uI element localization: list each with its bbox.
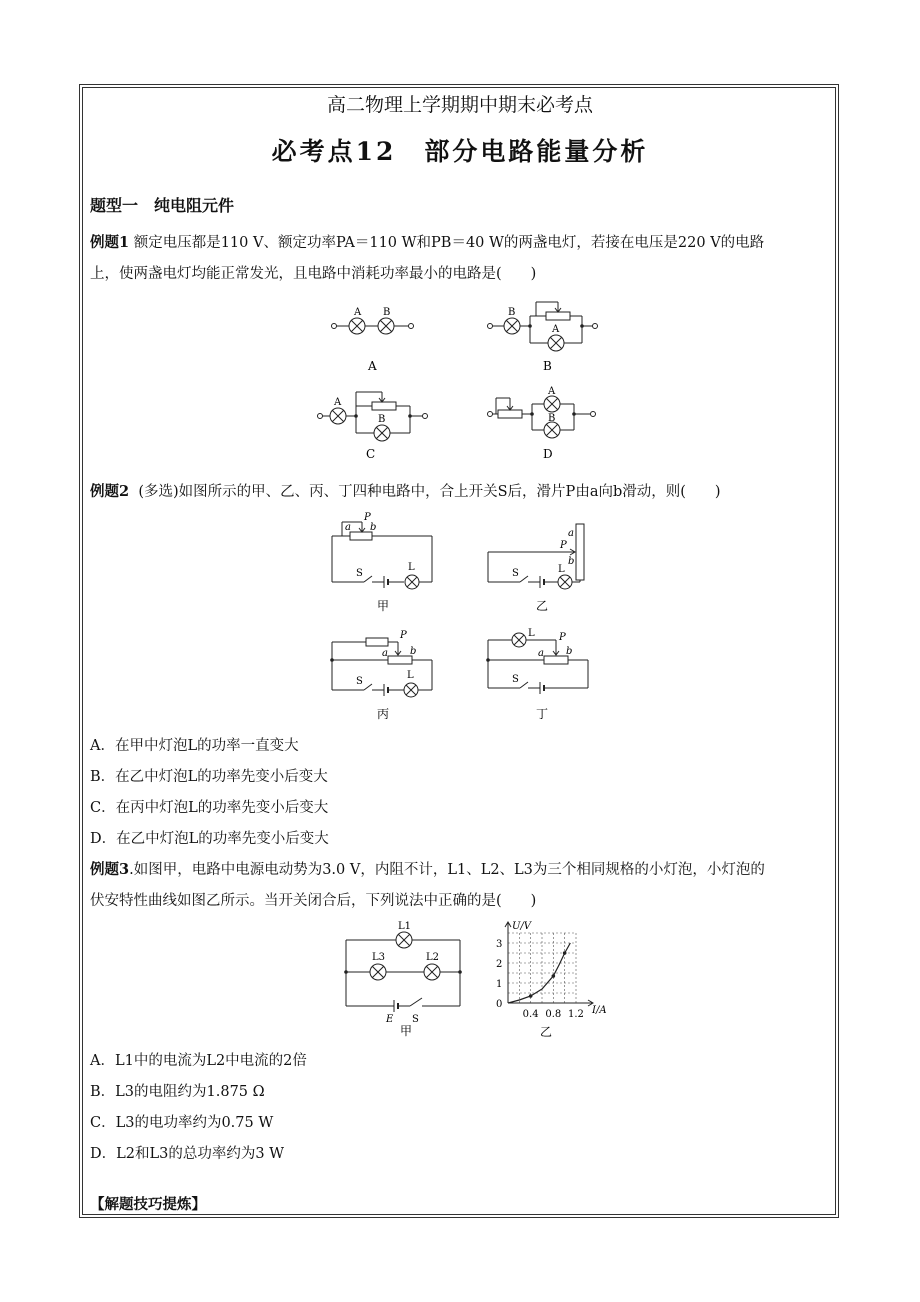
svg-text:B: B — [378, 414, 386, 425]
fig-label-d: D — [543, 447, 553, 461]
fig-label-ding: 丁 — [536, 707, 549, 721]
fig-label-ex3-jia: 甲 — [400, 1024, 413, 1038]
yi-s: S — [512, 568, 519, 579]
ex3-option-a: A．L1中的电流为L2中电流的2倍 — [90, 1053, 307, 1069]
ex2-text: (多选)如图所示的甲、乙、丙、丁四种电路中，合上开关S后，滑片P由a向b滑动，则( ) — [138, 484, 721, 500]
ui-chart — [492, 915, 612, 1040]
bing-l: L — [407, 670, 414, 681]
ex3-text: .如图甲，电路中电源电动势为3.0 V，内阻不计，L1、L2、L3为三个相同规格的小灯泡，小灯泡的 — [129, 862, 765, 878]
ding-s: S — [512, 674, 519, 685]
chart-data-point — [563, 951, 567, 955]
svg-text:A: A — [552, 324, 560, 335]
fig-label-yi: 乙 — [536, 599, 549, 613]
svg-text:B: B — [383, 307, 391, 318]
yi-l: L — [558, 564, 565, 575]
svg-text:B: B — [548, 413, 556, 424]
ex1-text: 额定电压都是110 V、额定功率PA＝110 W和PB＝40 W的两盏电灯，若接在电压是220 V的电路 — [133, 235, 765, 251]
ding-a: a — [538, 648, 544, 659]
circuit-ding — [486, 626, 596, 726]
ex2-label: 例题2 — [90, 483, 130, 500]
yi-a: a — [568, 528, 574, 539]
ex2-option-a: A．在甲中灯泡L的功率一直变大 — [90, 738, 299, 754]
jia-a: a — [345, 522, 351, 533]
ex3-line2: 伏安特性曲线如图乙所示。当开关闭合后，下列说法中正确的是( ) — [90, 893, 537, 909]
jia-b: b — [370, 522, 377, 533]
circuit-d — [486, 384, 601, 464]
yi-p: P — [560, 540, 567, 551]
circuit-ex3-jia — [344, 918, 469, 1038]
fig-label-ex3-yi: 乙 — [540, 1025, 553, 1039]
page-subtitle: 高二物理上学期期中期末必考点 — [326, 94, 593, 116]
chart-data-point — [552, 974, 556, 978]
ding-b: b — [566, 646, 573, 657]
ex2-option-d: D．在乙中灯泡L的功率先变小后变大 — [90, 831, 329, 847]
ex3-label: 例题3 — [90, 861, 130, 878]
ex3-l2-label: L2 — [426, 952, 440, 963]
fig-label-c: C — [366, 447, 376, 461]
jia-p: P — [364, 512, 371, 523]
ex3-option-c: C．L3的电功率约为0.75 W — [90, 1115, 274, 1131]
circuit-c — [316, 384, 431, 464]
jia-l: L — [408, 562, 415, 573]
ex3-option-d: D．L2和L3的总功率约为3 W — [90, 1146, 285, 1162]
section-heading: 题型一 纯电阻元件 — [90, 196, 235, 215]
chart-xtick-label: 0.4 — [522, 1009, 539, 1020]
ex3-s-label: S — [412, 1014, 419, 1025]
ding-p: P — [559, 632, 566, 643]
bing-s: S — [356, 676, 363, 687]
ex3-line1 — [90, 858, 765, 879]
circuit-yi — [486, 512, 596, 617]
fig-label-a: A — [368, 359, 377, 373]
svg-text:B: B — [508, 307, 516, 318]
bing-p: P — [400, 630, 407, 641]
circuit-bing — [330, 626, 440, 726]
tips-label: 【解题技巧提炼】 — [90, 1196, 206, 1213]
ex2-line1 — [90, 480, 721, 501]
ex1-line1 — [90, 231, 764, 252]
chart-ytick-label: 3 — [496, 939, 503, 950]
svg-text:A: A — [354, 307, 362, 318]
ding-l: L — [528, 628, 535, 639]
svg-text:A: A — [548, 386, 556, 397]
ex2-option-b: B．在乙中灯泡L的功率先变小后变大 — [90, 769, 328, 785]
ex3-l3-label: L3 — [372, 952, 386, 963]
chart-grid — [508, 933, 576, 1003]
bing-a: a — [382, 648, 388, 659]
ex1-line2: 上，使两盏电灯均能正常发光，且电路中消耗功率最小的电路是( ) — [90, 266, 537, 282]
page-frame — [79, 84, 839, 1218]
ex3-l1-label: L1 — [398, 921, 412, 932]
chart-xlabel: I/A — [592, 1005, 607, 1016]
fig-label-jia: 甲 — [377, 599, 390, 613]
circuit-b — [486, 296, 601, 376]
chart-xtick-label: 0.8 — [545, 1009, 562, 1020]
chart-ylabel: U/V — [512, 921, 532, 932]
circuit-jia — [330, 512, 440, 617]
bing-b: b — [410, 646, 417, 657]
ex1-label: 例题1 — [90, 234, 130, 251]
ex3-option-b: B．L3的电阻约为1.875 Ω — [90, 1084, 265, 1100]
ex3-e-label: E — [386, 1014, 394, 1025]
chart-ytick-label: 1 — [496, 979, 503, 990]
circuit-a — [330, 306, 420, 376]
chart-xtick-label: 1.2 — [568, 1009, 584, 1020]
jia-s: S — [356, 568, 363, 579]
svg-text:A: A — [334, 397, 342, 408]
chart-data-point — [529, 994, 533, 998]
chart-ytick-label: 0 — [496, 999, 503, 1010]
chart-ytick-label: 2 — [496, 959, 503, 970]
yi-b: b — [568, 556, 575, 567]
page-title: 必考点12 部分电路能量分析 — [271, 137, 649, 166]
fig-label-bing: 丙 — [377, 707, 390, 721]
fig-label-b: B — [543, 359, 552, 373]
ex2-option-c: C．在丙中灯泡L的功率先变小后变大 — [90, 800, 329, 816]
